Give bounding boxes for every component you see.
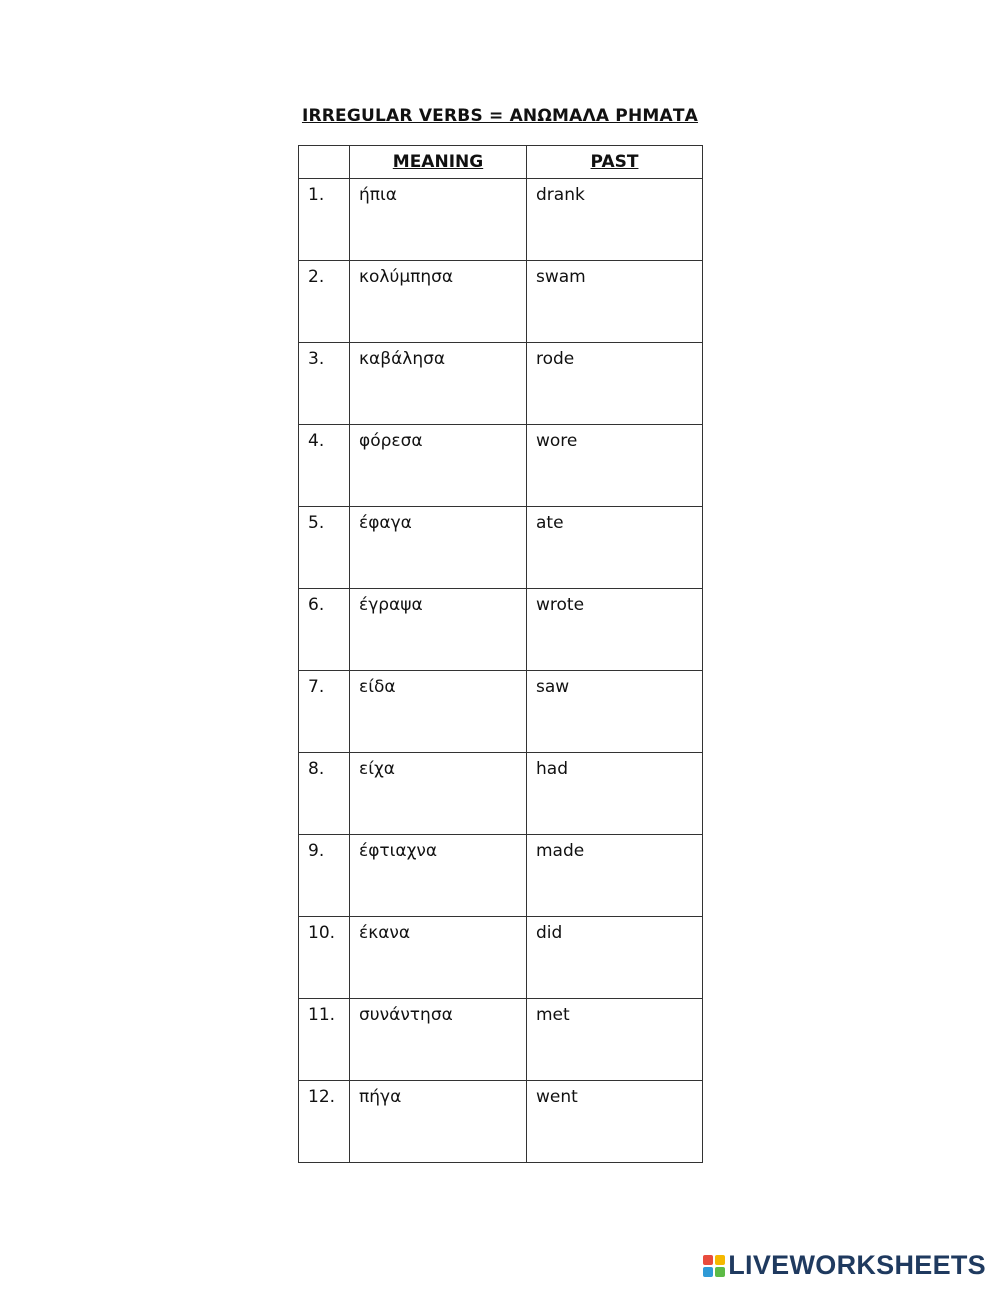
table-row [299,589,703,671]
table-row [299,671,703,753]
row-number: 10. [299,917,350,999]
past-cell: wrote [527,589,703,671]
table-row [299,835,703,917]
row-number: 6. [299,589,350,671]
table-row [299,917,703,999]
past-cell: wore [527,425,703,507]
table-row [299,999,703,1081]
row-number: 12. [299,1081,350,1163]
table-row [299,343,703,425]
logo-block-v [703,1267,713,1277]
row-number: 7. [299,671,350,753]
table-row [299,261,703,343]
past-cell: went [527,1081,703,1163]
header-past: PAST [527,146,703,179]
meaning-cell: συνάντησα [350,999,527,1081]
meaning-cell: έκανα [350,917,527,999]
table-row [299,425,703,507]
meaning-cell: ήπια [350,179,527,261]
meaning-cell: πήγα [350,1081,527,1163]
past-cell: had [527,753,703,835]
meaning-cell: έγραψα [350,589,527,671]
row-number: 8. [299,753,350,835]
meaning-cell: έφτιαχνα [350,835,527,917]
past-cell: met [527,999,703,1081]
logo-block-i [715,1255,725,1265]
logo-block-e [715,1267,725,1277]
logo-mark-icon [703,1255,725,1277]
meaning-cell: φόρεσα [350,425,527,507]
row-number: 3. [299,343,350,425]
table-row [299,179,703,261]
header-meaning: MEANING [350,146,527,179]
verbs-table [298,145,703,1163]
past-cell: saw [527,671,703,753]
meaning-cell: έφαγα [350,507,527,589]
past-cell: rode [527,343,703,425]
past-cell: drank [527,179,703,261]
table-row [299,507,703,589]
row-number: 4. [299,425,350,507]
logo-text: LIVEWORKSHEETS [728,1250,986,1280]
row-number: 9. [299,835,350,917]
table-header-row [299,146,703,179]
row-number: 11. [299,999,350,1081]
row-number: 2. [299,261,350,343]
liveworksheets-logo[interactable] [703,1250,986,1281]
meaning-cell: είχα [350,753,527,835]
past-cell: ate [527,507,703,589]
table-row [299,1081,703,1163]
meaning-cell: είδα [350,671,527,753]
past-cell: made [527,835,703,917]
header-number [299,146,350,179]
meaning-cell: κολύμπησα [350,261,527,343]
logo-block-l [703,1255,713,1265]
page-title: IRREGULAR VERBS = ΑΝΩΜΑΛΑ ΡΗΜΑΤΑ [301,106,699,126]
past-cell: did [527,917,703,999]
row-number: 1. [299,179,350,261]
past-cell: swam [527,261,703,343]
row-number: 5. [299,507,350,589]
meaning-cell: καβάλησα [350,343,527,425]
table-row [299,753,703,835]
